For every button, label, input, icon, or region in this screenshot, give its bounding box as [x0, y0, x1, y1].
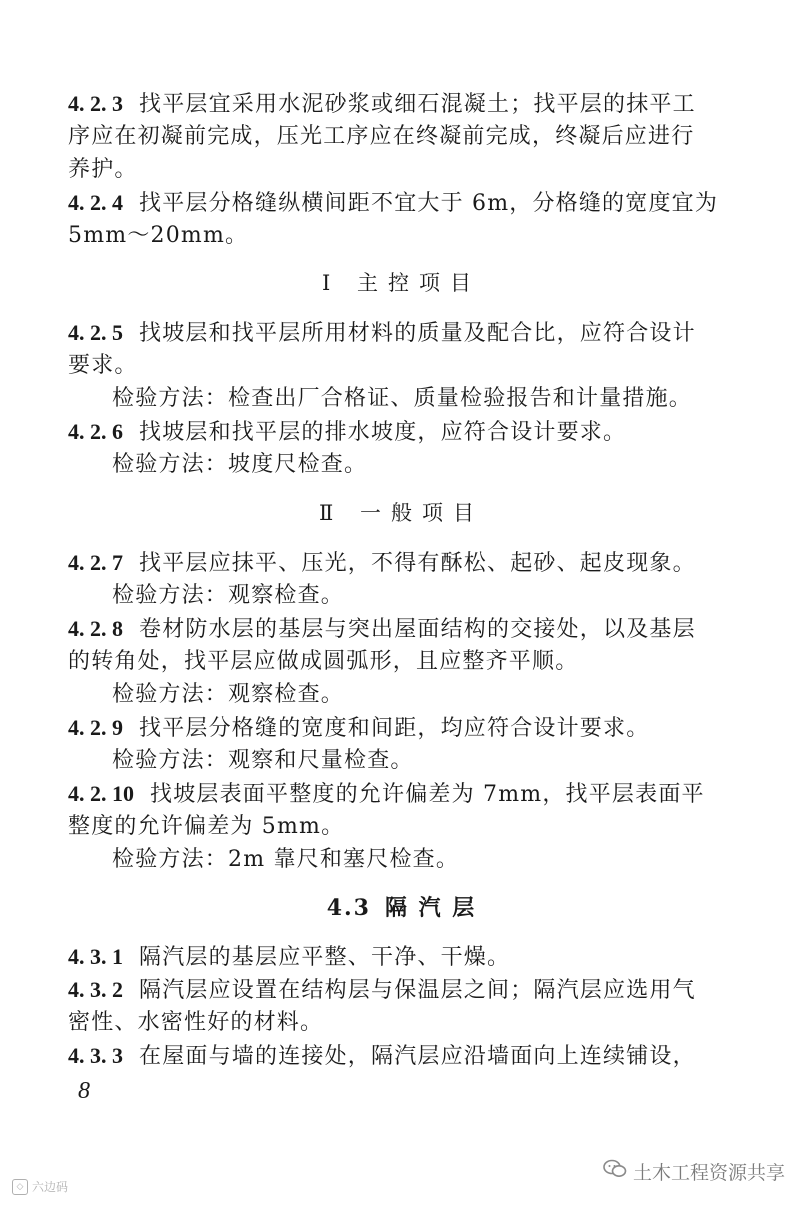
clause-number: 4. 3. 3: [68, 1043, 123, 1068]
paragraph-line: 4. 2. 3 找平层宜采用水泥砂浆或细石混凝土；找平层的抹平工: [68, 91, 696, 117]
paragraph-line: 4. 2. 4 找平层分格缝纵横间距不宜大于 6m，分格缝的宽度宜为: [68, 190, 719, 216]
paragraph-line: 4. 3. 1 隔汽层的基层应平整、干净、干燥。: [68, 944, 511, 970]
inspection-method: 检验方法：坡度尺检查。: [112, 452, 368, 477]
clause-number: 4. 2. 9: [68, 715, 123, 740]
watermark-brand: [12, 1178, 68, 1195]
clause-number: 4. 2. 8: [68, 616, 123, 641]
paragraph-line: 5mm～20mm。: [68, 223, 249, 248]
paragraph-line: 4. 2. 9 找平层分格缝的宽度和间距，均应符合设计要求。: [68, 715, 650, 741]
clause-number: 4. 3. 2: [68, 977, 123, 1002]
paragraph-line: 4. 2. 5 找坡层和找平层所用材料的质量及配合比，应符合设计: [68, 320, 696, 346]
paragraph-line: 4. 2. 6 找坡层和找平层的排水坡度，应符合设计要求。: [68, 419, 627, 445]
paragraph-line: 密性、水密性好的材料。: [68, 1010, 324, 1035]
subsection-heading-general: Ⅱ 一般项目: [319, 501, 484, 525]
paragraph-line: 的转角处，找平层应做成圆弧形，且应整齐平顺。: [68, 649, 579, 674]
clause-number: 4. 2. 10: [68, 781, 134, 806]
page-number: 8: [78, 1078, 90, 1104]
watermark-brand-text: 六边码: [32, 1180, 69, 1194]
clause-number: 4. 2. 7: [68, 550, 123, 575]
paragraph-line: 4. 3. 3 在屋面与墙的连接处，隔汽层应沿墙面向上连续铺设，: [68, 1043, 696, 1069]
section-number: 4.3: [326, 895, 371, 921]
watermark-text: 土木工程资源共享: [632, 1162, 785, 1184]
wechat-icon: [603, 1159, 627, 1184]
clause-number: 4. 2. 5: [68, 320, 123, 345]
inspection-method: 检验方法：2m 靠尺和塞尺检查。: [112, 847, 460, 872]
watermark-source: [603, 1158, 785, 1185]
inspection-method: 检验方法：检查出厂合格证、质量检验报告和计量措施。: [112, 386, 693, 411]
inspection-method: 检验方法：观察和尺量检查。: [112, 748, 414, 773]
paragraph-line: 4. 2. 8 卷材防水层的基层与突出屋面结构的交接处，以及基层: [68, 616, 696, 642]
clause-number: 4. 2. 3: [68, 91, 123, 116]
section-name: 隔 汽 层: [384, 895, 477, 921]
brand-logo-icon: ◇: [12, 1179, 28, 1195]
clause-number: 4. 3. 1: [68, 944, 123, 969]
inspection-method: 检验方法：观察检查。: [112, 583, 345, 608]
inspection-method: 检验方法：观察检查。: [112, 682, 345, 707]
clause-number: 4. 2. 6: [68, 419, 123, 444]
clause-number: 4. 2. 4: [68, 190, 123, 215]
section-title: [0, 893, 803, 923]
paragraph-line: 4. 3. 2 隔汽层应设置在结构层与保温层之间；隔汽层应选用气: [68, 977, 696, 1003]
subsection-heading-main: Ⅰ 主控项目: [322, 271, 481, 295]
paragraph-line: 整度的允许偏差为 5mm。: [68, 814, 345, 839]
paragraph-line: 养护。: [68, 157, 138, 182]
paragraph-line: 要求。: [68, 353, 138, 378]
paragraph-line: 4. 2. 7 找平层应抹平、压光，不得有酥松、起砂、起皮现象。: [68, 550, 696, 576]
paragraph-line: 序应在初凝前完成，压光工序应在终凝前完成，终凝后应进行: [68, 124, 695, 149]
paragraph-line: 4. 2. 10 找坡层表面平整度的允许偏差为 7mm，找平层表面平: [68, 781, 705, 807]
